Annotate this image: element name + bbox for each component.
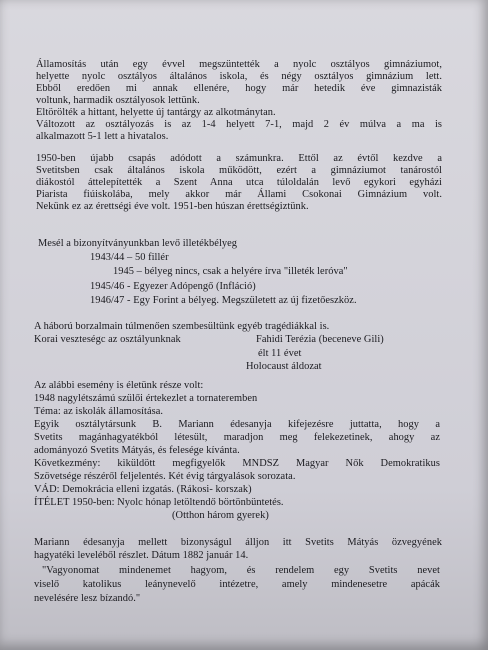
quote-line: viselő katolikus leánynevelő intézetre, amely mindenesetre apácák (34, 579, 440, 590)
text-line: Svetitsben csak általános iskola működött, ezért a gimnáziumot tanárostól (36, 165, 442, 176)
text-line: Egyik osztálytársunk B. Mariann édesanyja kifejezésre juttatta, hogy a (34, 419, 440, 430)
text-line: Téma: az iskolák államosítása. (34, 406, 164, 417)
stamp-list-item: 1945/46 - Egyezer Adópengő (Infláció) (90, 281, 256, 292)
section-heading: Mesél a bizonyítványunkban levő illetékbélyeg (38, 238, 238, 249)
quote-line: "Vagyonomat mindenemet hagyom, és rendelem egy Svetits nevet (42, 565, 440, 576)
text-line: Eltörölték a hittant, helyette új tantárgy az alkotmánytan. (36, 107, 276, 118)
text-line: Államosítás után egy évvel megszüntették a nyolc osztályos gimnáziumot, (36, 59, 442, 70)
text-line: ÍTÉLET 1950-ben: Nyolc hónap letöltendő börtönbüntetés. (34, 497, 284, 508)
text-line: Ebből eredően mi annak ellenére, hogy már hetedik éve gimnazisták (36, 83, 442, 94)
text-line: hagyatéki leveléből részlet. Dátum 1882 január 14. (34, 550, 249, 561)
text-line: adományozó Svetits Mátyás, és felesége kívánta. (34, 445, 240, 456)
text-line: 1948 nagylétszámú szülői értekezlet a tornateremben (34, 393, 258, 404)
quote-line: nevelésére lesz bízandó." (34, 593, 141, 604)
text-line: Mariann édesanyja mellett bizonyságul álljon itt Svetits Mátyás özvegyének (34, 537, 442, 548)
text-line: A háború borzalmain túlmenően szembesültünk egyéb tragédiákkal is. (34, 321, 330, 332)
text-line: VÁD: Demokrácia elleni izgatás. (Rákosi- korszak) (34, 484, 252, 495)
text-line: Következmény: kiküldött megfigyelők MNDSZ Magyar Nők Demokratikus (34, 458, 440, 469)
text-line: 1950-ben újabb csapás adódott a számunkra. Ettől az évtől kezdve a (36, 153, 442, 164)
text-line: voltunk, harmadik osztályosok lettünk. (36, 95, 200, 106)
stamp-list-item: 1943/44 – 50 fillér (90, 252, 169, 263)
text-line: Nekünk ez az érettségi éve volt. 1951-ben húszan érettségiztünk. (36, 201, 309, 212)
stamp-list-item: 1946/47 - Egy Forint a bélyeg. Megszületett az új fizetőeszköz. (90, 295, 357, 306)
stamp-list-item: 1945 – bélyeg nincs, csak a helyére írva "illeték leróva" (113, 266, 348, 277)
text-line: Változott az osztályozás is az 1-4 helyett 7-1, majd 2 év múlva a ma is (36, 119, 442, 130)
text-line: Svetits magánhagyatékból létesült, maradjon meg felekezetinek, ahogy az (34, 432, 440, 443)
text-line: (Otthon három gyerek) (172, 510, 269, 521)
text-line: alkalmazott 5-1 lett a hivatalos. (36, 131, 169, 142)
text-line: Piarista fiúiskolába, mely akkor már Állami Csokonai Gimnázium volt. (36, 189, 442, 200)
text-line: Az alábbi esemény is életünk része volt: (34, 380, 204, 391)
text-line: helyette nyolc osztályos általános iskola, és négy osztályos gimnázium lett. (36, 71, 442, 82)
text-line: Korai veszteségc az osztályunknak (34, 334, 181, 345)
person-note: élt 11 évet (258, 348, 302, 359)
text-line: diákostól áttelepítették a Szent Anna utca túloldalán levő egykori egyházi (36, 177, 442, 188)
person-note: Holocaust áldozat (246, 361, 322, 372)
person-name: Fahidi Terézia (beceneve Gili) (256, 334, 384, 345)
text-line: Szövetsége részéről feljelentés. Két évig tárgyalások sorozata. (34, 471, 296, 482)
